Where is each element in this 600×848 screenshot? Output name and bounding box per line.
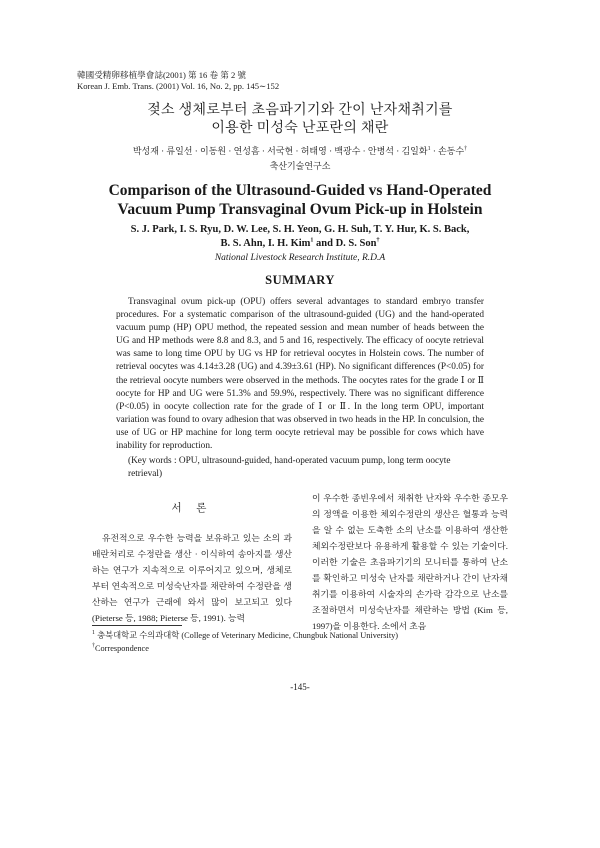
page-number: -145- bbox=[290, 682, 310, 692]
intro-right-paragraph: 이 우수한 종빈우에서 채취한 난자와 우수한 종모우의 정액을 이용한 체외수정란의 생산은 혈통과 능력을 알 수 없는 도축한 소의 난소를 이용하여 생산한 체외수정란보다 유용하게 활용할 수 있는 기술이다. 이러한 기술은 초음파기기의 모니터를 통하여 난소를 확인하고 미성숙 난자를 채란하거나 간이 난자채취기를 이용하여 시술자의 손가락 감각으로 난소를 조절하면서 미성숙난자를 채란하는 방법 (Kim 등, 1997)을 이용한다. 소에서 초음 bbox=[312, 493, 508, 631]
english-title-line-1: Comparison of the Ultrasound-Guided vs Hand-Operated bbox=[108, 182, 492, 199]
korean-authors bbox=[0, 145, 600, 157]
footnote-2 bbox=[92, 642, 512, 655]
korean-title-line-1: 젖소 생체로부터 초음파기기와 간이 난자채취기를 bbox=[147, 103, 453, 118]
footnote-divider bbox=[92, 625, 182, 626]
summary-body bbox=[116, 296, 484, 453]
korean-title-line-2: 이용한 미성숙 난포란의 채란 bbox=[211, 121, 389, 136]
journal-citation-english: Korean J. Emb. Trans. (2001) Vol. 16, No. 2, pp. 145∼152 bbox=[77, 81, 280, 91]
correspondence-mark-en: † bbox=[376, 237, 380, 244]
english-authors-line-1: S. J. Park, I. S. Ryu, D. W. Lee, S. H. Yeon, G. H. Suh, T. Y. Hur, K. S. Back, bbox=[130, 224, 470, 235]
affiliation-mark: 1 bbox=[427, 146, 431, 152]
footnote-2-mark: † bbox=[92, 643, 95, 650]
keywords: (Key words : OPU, ultrasound-guided, hand-operated vacuum pump, long term oocyte retrieval) bbox=[128, 456, 451, 479]
correspondence-mark: † bbox=[464, 146, 468, 152]
english-authors-line-2-b: and D. S. Son bbox=[313, 238, 377, 249]
intro-left-paragraph: 유전적으로 우수한 능력을 보유하고 있는 소의 과배란처리로 수정란을 생산 · 이식하여 송아지를 생산하는 연구가 지속적으로 이루어지고 있으며, 생체로부터 연속적으로 미성숙난자를 채란하여 수정란을 생산하는 연구가 근래에 와서 많이 보고되고 있다(Pieterse 등, 1988; Pieterse 등, 1991). 능력 bbox=[92, 533, 292, 623]
summary-text: Transvaginal ovum pick-up (OPU) offers several advantages to standard embryo transfer procedures. For a systematic comparison of the ultrasound-guided (UG) and the hand-operated vacuum pump (HP) OPU method, the repeated session and mean number of heads between the UG and HP methods were 8.8 and 8.3, and 5 and 16, respectively. The efficacy of oocyte retrieval was same to long time OPU by UG vs HP for retrieval oocytes in Holstein cows. The number of retrieval oocytes was 4.14±3.28 (UG) and 4.39±3.61 (HP). No significant differences (P<0.05) for the retrieval oocyte numbers were observed in the methods. The oocytes rates for the grade Ⅰ or Ⅱ oocyte for HP and UG were 51.3% and 59.9%, respectively. There was no significant difference (P<0.05) in oocyte collection rate for the grade of Ⅰ or Ⅱ. In the long term OPU, important variation was found to ovary adhesion that was observed in two heads in the HP. In conculsion, the use of UG or HP machine for long term oocyte retrieval may be possible for cows which have inability for reproduction. bbox=[116, 297, 484, 452]
korean-affiliation: 축산기술연구소 bbox=[269, 161, 331, 171]
footnotes bbox=[92, 629, 512, 655]
english-title-line-2: Vacuum Pump Transvaginal Ovum Pick-up in Holstein bbox=[117, 201, 483, 218]
footnote-1-text: 충북대학교 수의과대학 (College of Veterinary Medicine, Chungbuk National University) bbox=[97, 631, 399, 640]
english-title bbox=[0, 181, 600, 219]
footnote-1-mark: 1 bbox=[92, 630, 95, 637]
korean-authors-main: 박성재 · 류일선 · 이동원 · 연성흠 · 서국현 · 허태영 · 백광수 · 안병석 · 김일화 bbox=[132, 146, 428, 156]
korean-authors-tail: · 손동수 bbox=[430, 146, 465, 156]
affiliation-mark-en: 1 bbox=[310, 237, 314, 244]
intro-heading: 서 론 bbox=[171, 503, 213, 514]
intro-left-column bbox=[92, 490, 292, 626]
journal-citation-korean: 韓國受精卵移植學會誌(2001) 第 16 卷 第 2 號 bbox=[77, 70, 247, 80]
summary-heading: SUMMARY bbox=[265, 273, 335, 287]
english-authors-line-2-a: B. S. Ahn, I. H. Kim bbox=[220, 238, 311, 249]
english-affiliation: National Livestock Research Institute, R.D.A bbox=[214, 253, 386, 263]
english-authors bbox=[0, 223, 600, 251]
footnote-2-text: Correspondence bbox=[95, 644, 149, 653]
footnote-1 bbox=[92, 629, 512, 642]
english-authors-line-2 bbox=[0, 237, 600, 251]
journal-header bbox=[77, 70, 279, 92]
intro-right-column bbox=[312, 490, 508, 634]
korean-title bbox=[0, 102, 600, 138]
